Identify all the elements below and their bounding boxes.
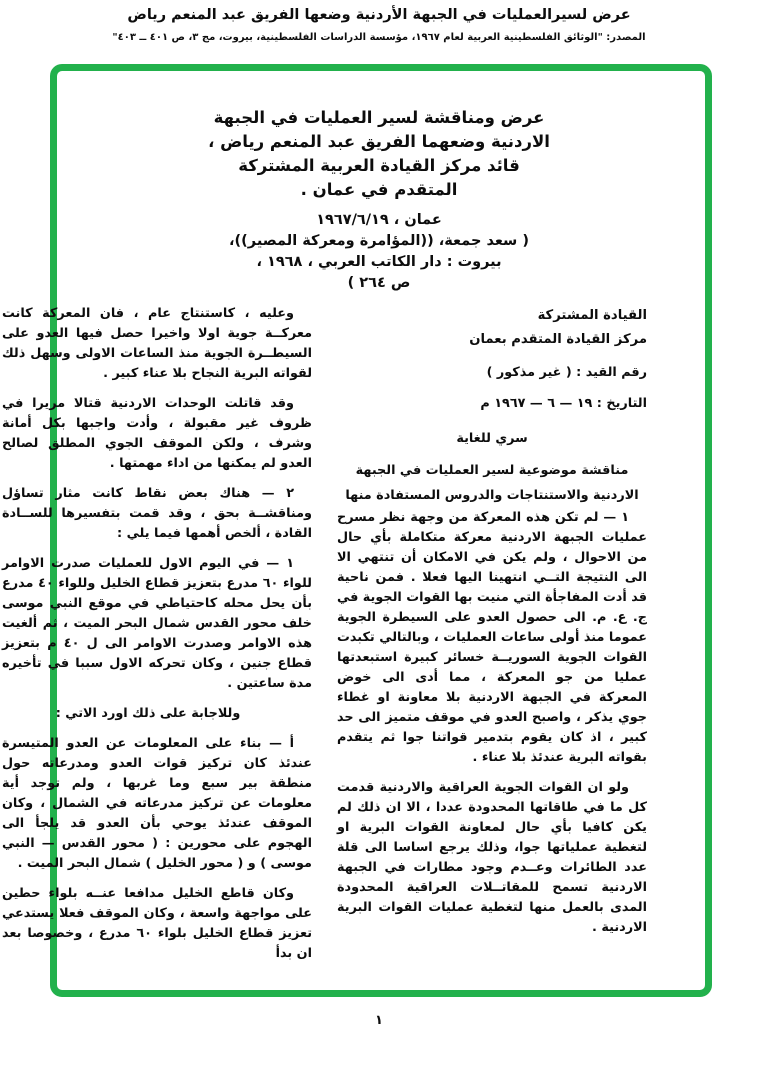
page-number: ١ [375,1013,383,1028]
body-paragraph: أ — بناء على المعلومات عن العدو المتيسرة عندئذ كان تركيز قوات العدو ومدرعاته حول منطقة بير سبع وما غربها ، ولم توجد أية معلومات عن تركيز مدرعاته في الشمال ، وكان الموقف عندئذ يوحي بأن العدو قد يلجأ الى الهجوم على محورين : ( محور القدس — النبي موسى ) و ( محور الخليل ) شمال البحر الميت . [2,736,312,871]
right-column [337,304,647,974]
classification-stamp: سري للغاية [456,431,528,446]
citation-line: ص ٢٦٤ ) [347,275,411,291]
citation-line: ( سعد جمعة، ((المؤامرة ومعركة المصير))، [229,233,529,249]
section-heading-line: مناقشة موضوعية لسير العمليات في الجبهة [355,463,629,478]
date-line: التاريخ : ١٩ — ٦ — ١٩٦٧ م [480,396,647,411]
record-number-line: رقم القيد : ( غير مذكور ) [486,365,647,380]
body-paragraph: وقد قاتلت الوحدات الاردنية قتالا مريرا في ظروف غير مقبولة ، وأدت واجبها بكل أمانة وشرف ، ولكن الموقف الجوي المطلق لصالح العدو لم يمكنها من اداء مهمتها . [2,396,312,471]
document-title-block [0,106,758,202]
two-column-body [2,304,647,974]
header-source-citation: المصدر: "الوثائق الفلسطينية العربية لعام ١٩٦٧، مؤسسة الدراسات الفلسطينية، بيروت، مج ٣، ص ٤٠١ ــ ٤٠٣" [112,32,646,43]
letterhead-line: القيادة المشتركة [537,308,647,323]
page-header [0,7,758,43]
document-citation-block [0,210,758,294]
letterhead-line: مركز القيادة المتقدم بعمان [469,332,647,347]
title-line: قائد مركز القيادة العربية المشتركة [238,156,520,175]
citation-line: بيروت : دار الكاتب العربي ، ١٩٦٨ ، [256,254,502,270]
body-paragraph: ولو ان القوات الجوية العراقية والاردنية قدمت كل ما في طاقاتها المحدودة عددا ، الا ان ذلك لم يكن كافيا بأي حال لمعاونة القوات البرية او لتغطية عملياتها جوا، وذلك يرجع اساسا الى قلة عدد الطائرات وعــدم وجود مطارات في الجبهة الاردنية تسمح للمقاتــلات العراقية المحدودة المدى بالعمل منها لتغطية عمليات القوات البرية الاردنية . [337,780,647,935]
body-paragraph: ١ — لم تكن هذه المعركة من وجهة نظر مسرح عمليات الجبهة الاردنية معركة متكاملة بأي حال من الاحوال ، ولم يكن في الامكان أن تنتهي الا الى النتيجة التــي انتهينا اليها فعلا . فمن ناحية قد أدت المفاجأة التي منيت بها القوات الجوية في ج. ع. م. الى حصول العدو على السيطرة الجوية عموما منذ أولى ساعات العمليات ، وبالتالي تكبدت القوات الجوية السوريــة خسائر كبيرة استبعدتها عمليا من جو المعركة ، مما أدى الى خوض المعركة في الجبهة الاردنية بلا معاونة او غطاء جوي يذكر ، واصبح العدو في موقف متميز الى حد كبير ، اذ كان يقوم بتدمير قواتنا جوا ثم يتقدم بقواته البرية عندئذ بلا عناء . [337,510,647,765]
header-title: عرض لسيرالعمليات في الجبهة الأردنية وضعها الفريق عبد المنعم رياض [127,7,631,23]
answer-subheading: وللاجابة على ذلك اورد الاتي : [55,706,241,721]
body-paragraph: وكان قاطع الخليل مدافعا عنــه بلواء حطين على مواجهة واسعة ، وكان الموقف فعلا يستدعي تعزيز قطاع الخليل بلواء ٦٠ مدرع ، وخصوصا بعد ان بدأ [2,886,312,961]
citation-line: عمان ، ١٩٦٧/٦/١٩ [316,212,442,228]
body-paragraph: ١ — في اليوم الاول للعمليات صدرت الاوامر للواء ٦٠ مدرع بتعزيز قطاع الخليل وللواء ٤٠ مدرع بأن يحل محله كاحتياطي في موقع النبي موسى خلف محور القدس شمال البحر الميت ، ثم ألغيت هذه الاوامر وصدرت الاوامر الى ل ٤٠ م بتعزيز قطاع جنين ، وكان تحركه الاول سببا في تأخيره مدة ساعتين . [2,556,312,691]
title-line: المتقدم في عمان . [300,180,458,199]
left-column [2,304,312,974]
title-line: عرض ومناقشة لسير العمليات في الجبهة [213,108,545,127]
title-line: الاردنية وضعهما الفريق عبد المنعم رياض ، [208,132,550,151]
body-paragraph: ٢ — هناك بعض نقاط كانت مثار تساؤل ومناقشــة بحق ، وقد قمت بتفسيرها للســادة القادة ، ألخص أهمها فيما يلي : [2,486,312,541]
section-heading-line: الاردنية والاستنتاجات والدروس المستفادة منها [345,488,639,503]
body-paragraph: وعليه ، كاستنتاج عام ، فان المعركة كانت معركــة جوية اولا واخيرا حصل فيها العدو على السيطــرة الجوية منذ الساعات الاولى وسهل ذلك لقواته البرية النجاح بلا عناء كبير . [2,306,312,381]
section-heading [337,458,647,508]
letterhead [337,304,647,352]
